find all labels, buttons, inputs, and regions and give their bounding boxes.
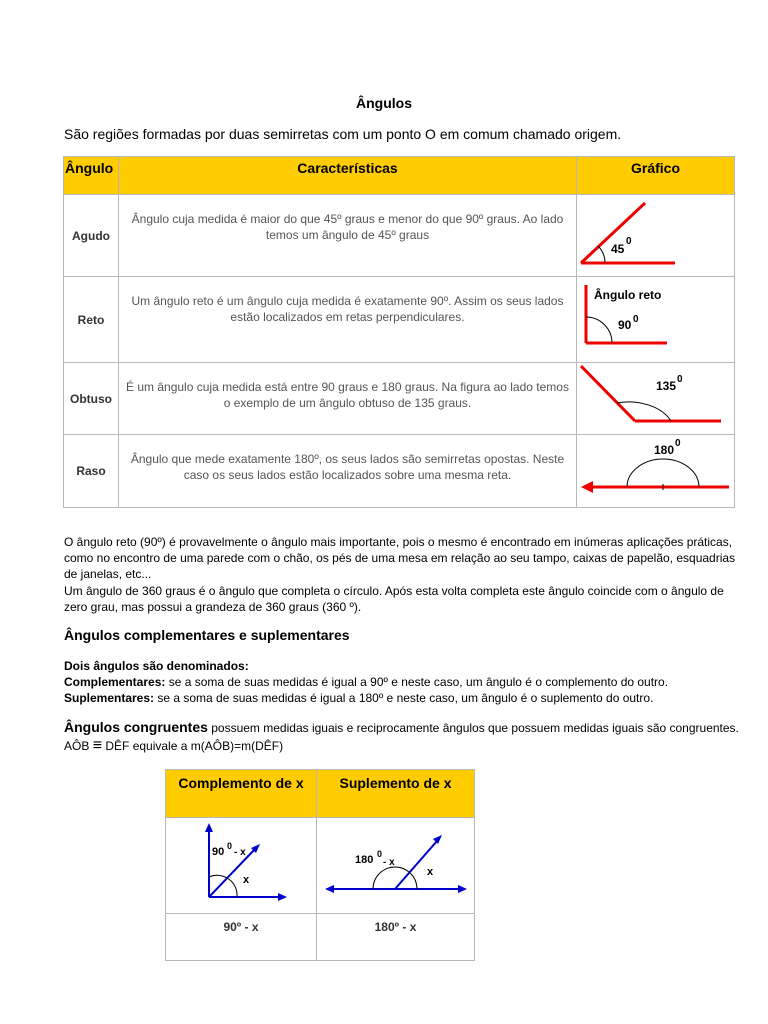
definition-supplementary: [64, 690, 668, 706]
congruent-term: Ângulos congruentes: [64, 719, 208, 735]
congruent-symbol: ≡: [92, 737, 103, 754]
definition-complementary: [64, 674, 668, 690]
header-characteristics: Características: [119, 157, 577, 195]
complement-result: 90º - x: [166, 914, 317, 961]
table-row: [64, 277, 735, 363]
supplementary-text: se a soma de suas medidas é igual a 180º e neste caso, um ângulo é o suplemento do outro.: [154, 691, 654, 705]
congruent-text: possuem medidas iguais e reciprocamente ângulos que possuem medidas iguais são congruentes. AÔB: [64, 721, 739, 753]
supplement-x-label: x: [426, 866, 433, 878]
header-supplement: Suplemento de x: [317, 770, 475, 818]
row-name: Reto: [64, 277, 119, 363]
supplement-result: 180º - x: [317, 914, 475, 961]
congruent-text-2: DÊF equivale a m(AÔB)=m(DÊF): [102, 739, 284, 753]
supplement-minus-x: - x: [382, 857, 395, 868]
row-description: Ângulo que mede exatamente 180º, os seus lados são semirretas opostas. Neste caso os seus lados estão localizados sobre uma mesma reta.: [119, 435, 577, 508]
acute-angle-figure: [577, 195, 735, 277]
supplement-degree: 0: [376, 849, 382, 859]
obtuse-angle-label: 135: [656, 379, 677, 393]
supplementary-term: Suplementares:: [64, 691, 155, 705]
complement-figure: [166, 818, 317, 914]
paragraph-right-angle: O ângulo reto (90º) é provavelmente o ângulo mais importante, pois o mesmo é encontrado em inúmeras aplicações práticas, como no encontro de uma parede com o chão, os pés de uma mesa em relação ao seu tampo, caixas de papelão, esquadrias de janelas, etc...: [64, 535, 736, 581]
right-angle-degree: 0: [633, 314, 639, 325]
intro-text: São regiões formadas por duas semirretas com um ponto O em comum chamado origem.: [64, 126, 622, 142]
obtuse-angle-degree: 0: [677, 374, 683, 385]
supplement-figure: [317, 818, 475, 914]
definitions: [64, 658, 668, 706]
table-row: [64, 435, 735, 508]
complement-degree: 0: [227, 841, 233, 851]
header-angle: Ângulo: [64, 157, 119, 195]
complement-90-label: 90: [212, 846, 225, 858]
table-row: [64, 363, 735, 435]
supplement-180-label: 180: [354, 854, 373, 866]
header-graphic: Gráfico: [577, 157, 735, 195]
obtuse-angle-figure: [577, 363, 735, 435]
row-name: Raso: [64, 435, 119, 508]
complementary-term: Complementares:: [64, 675, 166, 689]
header-complement: Complemento de x: [166, 770, 317, 818]
row-description: É um ângulo cuja medida está entre 90 graus e 180 graus. Na figura ao lado temos o exemplo de um ângulo obtuso de 135 graus.: [119, 363, 577, 435]
acute-angle-degree: 0: [626, 236, 632, 247]
row-description: Um ângulo reto é um ângulo cuja medida é exatamente 90º. Assim os seus lados estão localizados em retas perpendiculares.: [119, 277, 577, 363]
row-name: Agudo: [64, 195, 119, 277]
section-heading: Ângulos complementares e suplementares: [64, 627, 350, 643]
row-name: Obtuso: [64, 363, 119, 435]
page-title: Ângulos: [356, 95, 412, 111]
straight-angle-label: 180: [654, 443, 675, 457]
congruent-paragraph: [64, 718, 744, 755]
acute-angle-label: 45: [611, 242, 625, 256]
straight-angle-figure: [577, 435, 735, 508]
straight-angle-degree: 0: [675, 438, 681, 449]
table-row: [64, 195, 735, 277]
right-angle-label: 90: [618, 318, 632, 332]
angles-table: [63, 156, 735, 508]
complement-table: [165, 769, 475, 961]
row-description: Ângulo cuja medida é maior do que 45º graus e menor do que 90º graus. Ao lado temos um ângulo de 45º graus: [119, 195, 577, 277]
paragraph-full-angle: Um ângulo de 360 graus é o ângulo que completa o círculo. Após esta volta completa este ângulo coincide com o ângulo de zero grau, mas possui a grandeza de 360 graus (360 º).: [64, 584, 724, 614]
right-angle-figure: [577, 277, 735, 363]
right-angle-title: Ângulo reto: [594, 288, 662, 302]
complement-x-label: x: [243, 874, 250, 886]
complementary-text: se a soma de suas medidas é igual a 90º e neste caso, um ângulo é o complemento do outro.: [165, 675, 669, 689]
angles-table-header: [64, 157, 735, 195]
definitions-lead: Dois ângulos são denominados:: [64, 659, 249, 673]
complement-minus-x: - x: [234, 847, 246, 858]
